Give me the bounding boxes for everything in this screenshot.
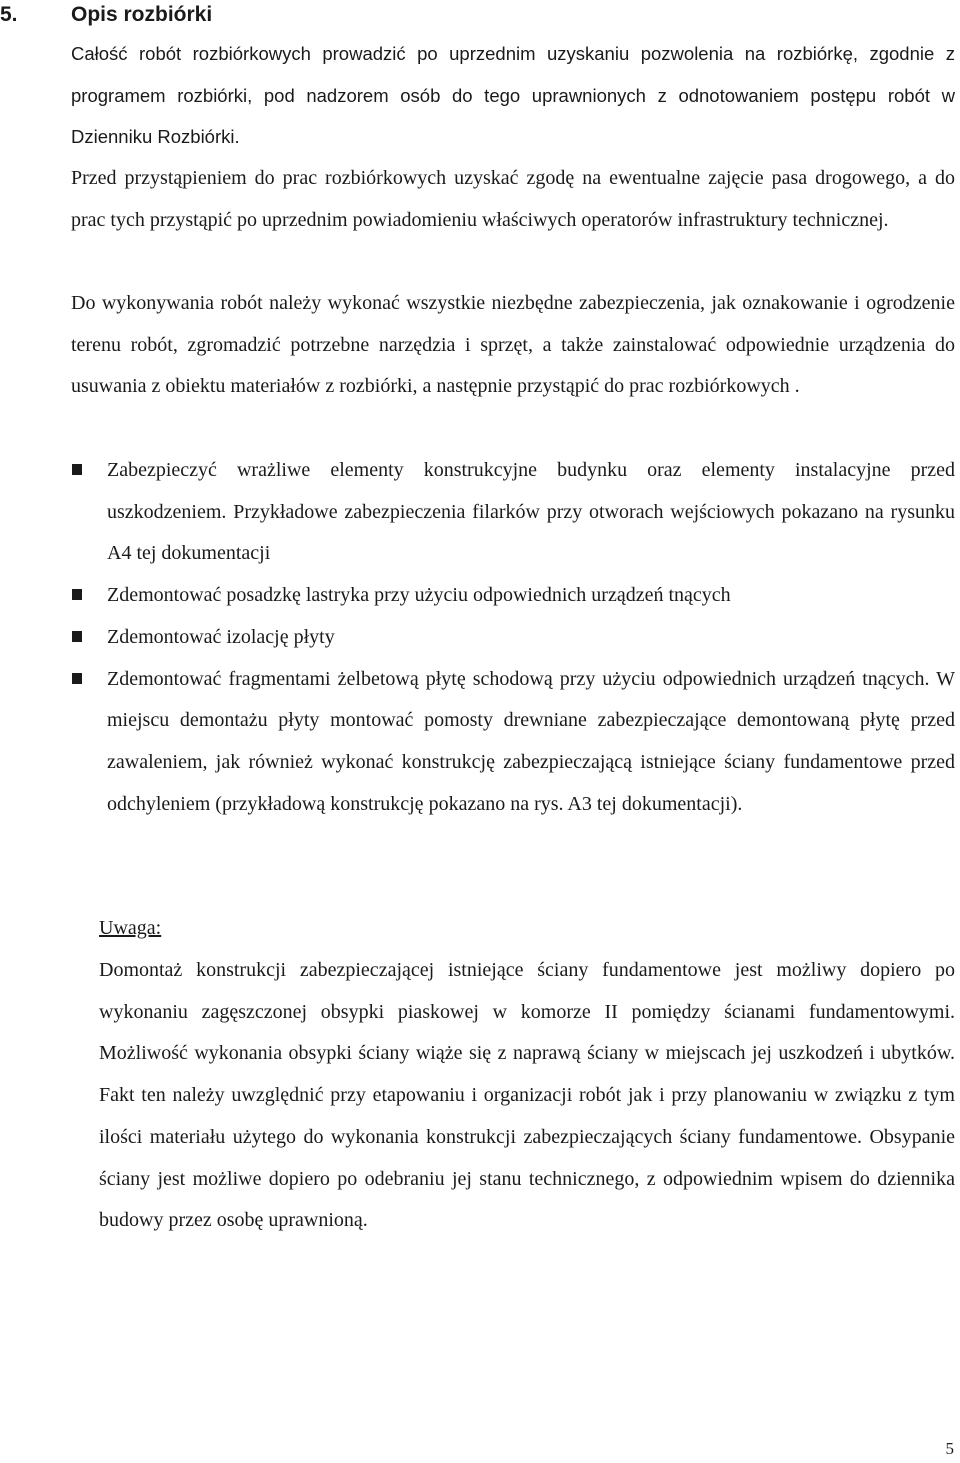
square-bullet-icon [72,464,82,475]
list-item [71,575,955,617]
square-bullet-icon [72,673,82,684]
list-item [71,450,955,575]
note-label: Uwaga: [99,917,162,939]
list-item-text: Zdemontować izolację płyty [107,625,335,648]
page-number: 5 [945,1439,954,1458]
demolition-steps-list [71,450,955,825]
section-title: Opis rozbiórki [71,3,213,26]
note-text: Domontaż konstrukcji zabezpieczającej istniejące ściany fundamentowe jest możliwy dopiero po wykonaniu zagęszczonej obsypki piaskowej w komorze II pomiędzy ścianami fundamentowymi. Możliwość wykonania obsypki ściany wiąże się z naprawą ściany w miejscach jej uszkodzeń i ubytków. Fakt ten należy uwzględnić przy etapowaniu i organizacji robót jak i przy planowaniu w związku z tym ilości materiału użytego do wykonania konstrukcji zabezpieczających ściany fundamentowe. Obsypanie ściany jest możliwe dopiero po odebraniu jej stanu technicznego, z odpowiednim wpisem do dziennika budowy przez osobę uprawnioną. [99,959,955,1232]
list-item-text: Zabezpieczyć wrażliwe elementy konstrukcyjne budynku oraz elementy instalacyjne przed uszkodzeniem. Przykładowe zabezpieczenia filarków przy otworach wejściowych pokazano na rysunku A4 tej dokumentacji [107,459,955,565]
paragraph-road-approval: Przed przystąpieniem do prac rozbiórkowych uzyskać zgodę na ewentualne zajęcie pasa drogowego, a do prac tych przystąpić po uprzednim powiadomieniu właściwych operatorów infrastruktury technicznej. [71,167,955,231]
square-bullet-icon [72,589,82,600]
section-number: 5. [0,3,18,26]
list-item-text: Zdemontować posadzkę lastryka przy użyciu odpowiednich urządzeń tnących [107,584,731,607]
paragraph-permit: Całość robót rozbiórkowych prowadzić po uprzednim uzyskaniu pozwolenia na rozbiórkę, zgodnie z programem rozbiórki, pod nadzorem osób do tego uprawnionych z odnotowaniem postępu robót w Dzienniku Rozbiórki. [71,43,955,148]
list-item [71,659,955,826]
paragraph-safety-measures: Do wykonywania robót należy wykonać wszystkie niezbędne zabezpieczenia, jak oznakowanie i ogrodzenie terenu robót, zgromadzić potrzebne narzędzia i sprzęt, a także zainstalować odpowiednie urządzenia do usuwania z obiektu materiałów z rozbiórki, a następnie przystąpić do prac rozbiórkowych . [71,292,955,398]
list-item [71,617,955,659]
square-bullet-icon [72,631,82,642]
list-item-text: Zdemontować fragmentami żelbetową płytę schodową przy użyciu odpowiednich urządzeń tnących. W miejscu demontażu płyty montować pomosty drewniane zabezpieczające demontowaną płytę przed zawaleniem, jak również wykonać konstrukcję zabezpieczającą istniejące ściany fundamentowe przed odchyleniem (przykładową konstrukcję pokazano na rys. A3 tej dokumentacji). [107,667,955,815]
